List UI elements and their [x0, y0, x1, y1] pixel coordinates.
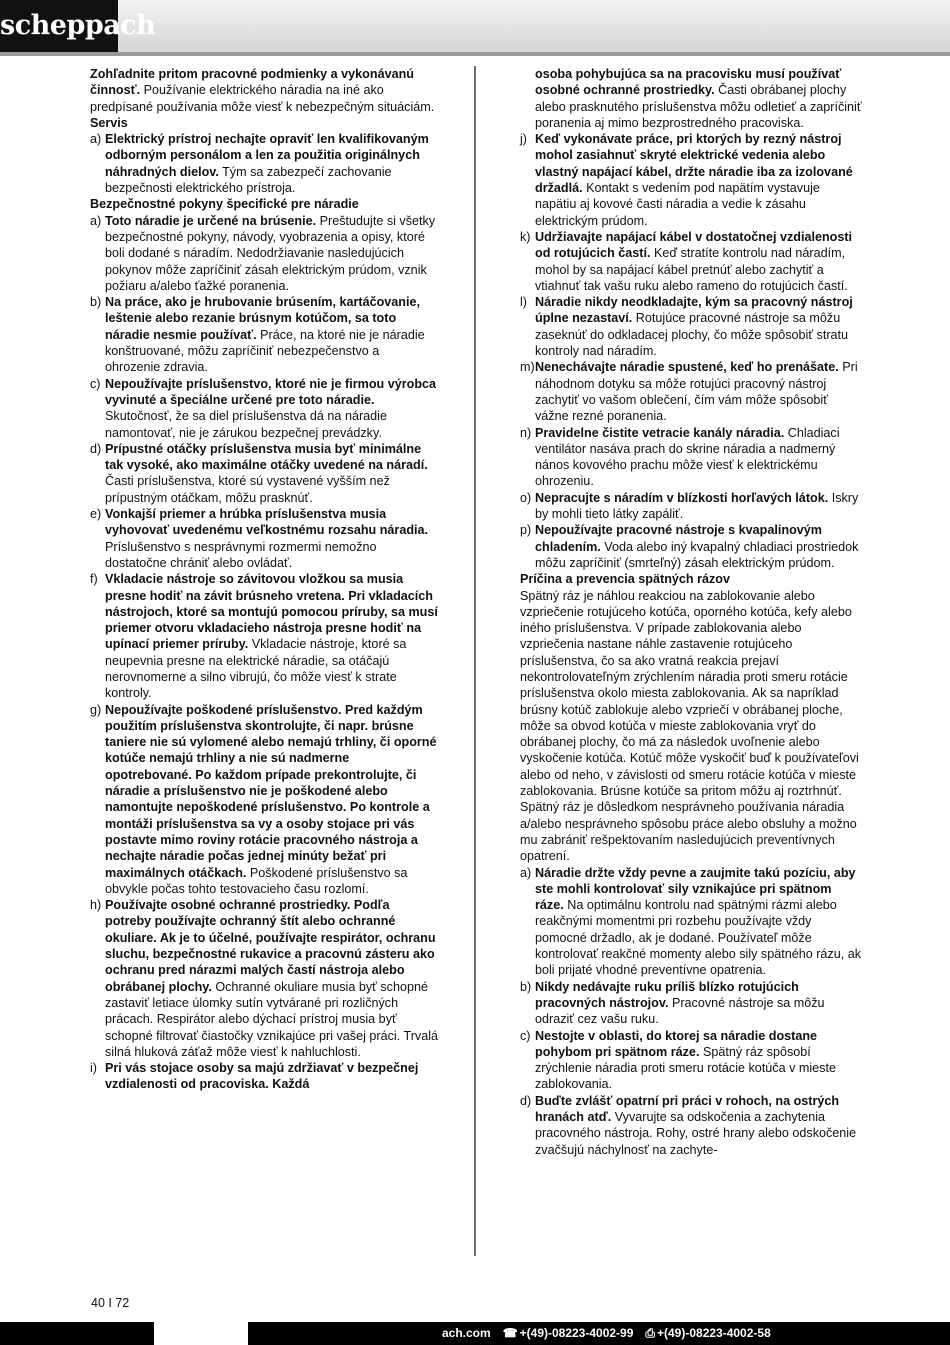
- list-item: [90, 376, 438, 441]
- safety-list: [90, 213, 438, 1093]
- item-label: j): [520, 132, 527, 147]
- item-text: Vkladacie nástroje, ktoré sa neupevnia presne na elektrické náradie, sa otáčajú nerovnomerne a silno vibrujú, čo môže viesť k strate kontroly.: [105, 637, 407, 701]
- item-label: d): [90, 441, 102, 456]
- item-bold: Vkladacie nástroje so závitovou vložkou sa musia presne hodiť na závit brúsneho vretena. Pri vkladacích nástrojoch, ktoré sa montujú pomocou príruby, sa musí priemer otvoru vkladacieho nástroja presne hodiť na upínací priemer príruby.: [105, 572, 438, 652]
- item-text: Spätný ráz spôsobí zrýchlenie náradia proti smeru rotácie kotúča v mieste zablokovania.: [535, 1044, 836, 1092]
- item-label: c): [90, 376, 101, 391]
- item-text: Ochranné okuliare musia byť schopné zastaviť letiace úlomky sutín vytvárané pri rozličných prácach. Respirátor alebo dýchací prístroj musia byť schopné filtrovať čiastočky vznikajúce pri vašej práci. Trvalá silná hluková záťaž môže viesť k nahluchlosti.: [105, 979, 438, 1059]
- item-bold: Nepoužívajte príslušenstvo, ktoré nie je firmou výrobca vyvinuté a špeciálne určené pre toto náradie.: [105, 376, 437, 407]
- servis-list: [90, 131, 438, 196]
- item-label: b): [520, 979, 532, 994]
- item-text: Tým sa zabezpečí zachovanie bezpečnosti elektrického prístroja.: [105, 164, 392, 196]
- item-bold: Na práce, ako je hrubovanie brúsením, kartáčovanie, leštenie alebo rezanie brúsnym kotúčom, sa toto náradie nesmie používať.: [105, 295, 420, 342]
- item-label: c): [520, 1028, 531, 1043]
- item-label: n): [520, 425, 532, 440]
- list-item: [90, 441, 438, 506]
- fax-icon: ⎙: [645, 1326, 655, 1340]
- page-header: [0, 0, 950, 56]
- item-text: Kontakt s vedením pod napätím vystavuje napätiu aj kovové časti náradia a vedie k zásahu elektrickým prúdom.: [535, 181, 820, 228]
- list-item: [520, 1093, 862, 1158]
- list-item: [520, 522, 862, 571]
- item-label: d): [520, 1093, 532, 1108]
- item-text: Pri náhodnom dotyku sa môže rotujúci pracovný nástroj zachytiť vo vašom oblečení, čím vám môže spôsobiť vážne rezné poranenia.: [535, 360, 858, 424]
- item-bold: Nepoužívajte pracovné nástroje s kvapalinovým chladením.: [535, 523, 822, 554]
- item-text: Chladiaci ventilátor nasáva prach do skrine náradia a nadmerný nános kovového prachu môže viesť k elektrickému ohrozeniu.: [535, 425, 840, 489]
- section-heading-kickback: Príčina a prevencia spätných rázov: [520, 572, 730, 587]
- list-item: [90, 571, 438, 701]
- footer-fax: +(49)-08223-4002-58: [657, 1326, 771, 1340]
- column-divider: [474, 66, 476, 1256]
- footer-contact: [442, 1323, 771, 1344]
- item-bold: Nepracujte s náradím v blízkosti horľavých látok.: [535, 490, 829, 505]
- section-heading-servis: Servis: [90, 115, 128, 130]
- footer-phone: +(49)-08223-4002-99: [519, 1326, 634, 1340]
- intro-paragraph: [90, 66, 438, 115]
- intro-text: Používanie elektrického náradia na iné ako predpísané používania môže viesť k nebezpečným situáciám.: [90, 83, 435, 114]
- item-label: l): [520, 295, 527, 310]
- item-text: Práce, na ktoré nie je náradie konštruované, môžu zapríčiniť nebezpečenstvo a ohrozenie zdravia.: [105, 327, 425, 375]
- item-bold: Pri vás stojace osoby sa majú zdržiavať v bezpečnej vzdialenosti od pracoviska. Každá: [105, 1061, 419, 1092]
- list-item: [520, 979, 862, 1028]
- item-text: Keď stratíte kontrolu nad náradím, mohol by sa napájací kábel pretnúť alebo zachytiť a vtiahnuť tak vašu ruku alebo rameno do rotujúcich častí.: [535, 246, 848, 293]
- item-text: Časti príslušenstva, ktoré sú vystavené vyšším než prípustným otáčkam, môžu prasknúť.: [105, 474, 390, 505]
- list-item: [90, 131, 438, 196]
- item-bold: Používajte osobné ochranné prostriedky. Podľa potreby používajte ochranný štít alebo ochranné okuliare. Ak je to účelné, používajte respirátor, ochranu sluchu, bezpečnostné rukavice a pracovnú zásteru ako ochranu pred nárazmi malých častí nástroja alebo obrábanej plochy.: [105, 898, 436, 994]
- item-bold: Pravidelne čistite vetracie kanály náradia.: [535, 425, 785, 440]
- item-text: Časti obrábanej plochy alebo prasknutého príslušenstva môžu odletieť a zapríčiniť poranenia aj mimo bezprostredného pracoviska.: [535, 83, 862, 130]
- item-label: p): [520, 523, 532, 538]
- item-label: e): [90, 507, 102, 522]
- list-item: [520, 1028, 862, 1093]
- item-text: Preštudujte si všetky bezpečnostné pokyny, návody, vyobrazenia a opisy, ktoré boli dodané s náradím. Nedodržiavanie nasledujúcich pokynov môže zapríčiniť zásah elektrickým prúdom, vznik požiaru a/alebo ťažké poranenia.: [105, 213, 436, 293]
- page-number: 40 I 72: [91, 1296, 130, 1310]
- item-label: h): [90, 898, 102, 913]
- item-bold: Keď vykonávate práce, pri ktorých by rezný nástroj mohol zasiahnuť skryté elektrické vedenia alebo vlastný napájací kábel, držte náradie iba za izolované držadlá.: [535, 132, 853, 196]
- item-bold: Buďte zvlášť opatrní pri práci v rohoch, na ostrých hranách atď.: [535, 1093, 840, 1124]
- item-bold: Elektrický prístroj nechajte opraviť len kvalifikovaným odborným personálom a len za použitia originálnych náhradných dielov.: [105, 132, 429, 179]
- section-heading-safety: Bezpečnostné pokyny špecifické pre náradie: [90, 197, 359, 212]
- item-bold: Nenechávajte náradie spustené, keď ho prenášate.: [535, 360, 839, 375]
- intro-bold: Zohľadnite pritom pracovné podmienky a vykonávanú činnosť.: [90, 67, 414, 98]
- item-label: b): [90, 295, 102, 310]
- left-column: [90, 66, 438, 1093]
- item-text: Voda alebo iný kvapalný chladiaci prostriedok môžu zapríčiniť (smrteľný) zásah elektrickým prúdom.: [535, 539, 859, 570]
- list-item: [520, 359, 862, 424]
- item-text: Príslušenstvo s nesprávnymi rozmermi nemožno dostatočne chrániť alebo ovládať.: [105, 539, 377, 570]
- item-bold: Náradie nikdy neodkladajte, kým sa pracovný nástroj úplne nezastaví.: [535, 295, 853, 326]
- item-label: f): [90, 572, 98, 587]
- item-text: Pracovné nástroje sa môžu odraziť cez vašu ruku.: [535, 995, 825, 1027]
- list-item: [90, 213, 438, 294]
- item-label: o): [520, 490, 532, 505]
- item-text: Skutočnosť, že sa diel príslušenstva dá na náradie namontovať, nie je zárukou bezpečnej prevádzky.: [105, 409, 387, 440]
- list-item: [520, 229, 862, 294]
- item-text: Vyvarujte sa odskočenia a zachytenia pracovného nástroja. Rohy, ostré hrany alebo odskočenie zvačšujú náchylnosť na zachyte-: [535, 1110, 857, 1157]
- list-item: [90, 506, 438, 571]
- list-item: [90, 1060, 438, 1093]
- list-item: [520, 865, 862, 979]
- item-label: a): [520, 865, 532, 880]
- item-bold: Prípustné otáčky príslušenstva musia byť minimálne tak vysoké, ako maximálne otáčky uvedené na náradí.: [105, 441, 428, 473]
- list-item: [520, 294, 862, 359]
- item-bold: osoba pohybujúca sa na pracovisku musí používať osobné ochranné prostriedky.: [535, 67, 842, 98]
- item-bold: Nestojte v oblasti, do ktorej sa náradie dostane pohybom pri spätnom ráze.: [535, 1028, 818, 1059]
- item-bold: Udržiavajte napájací kábel v dostatočnej vzdialenosti od rotujúcich častí.: [535, 229, 853, 261]
- item-text: Na optimálnu kontrolu nad spätnými rázmi alebo reakčnými momentmi pri rozbehu používajte vždy pomocné držadlo, ak je dodané. Používateľ môže kontrolovať reakčné momenty alebo sily spätného rázu, ak boli prijaté vhodné preventívne opatrenia.: [535, 898, 862, 978]
- phone-icon: ☎: [502, 1326, 518, 1340]
- item-text: Rotujúce pracovné nástroje sa môžu zaseknúť do odkladacej plochy, čo môže spôsobiť stratu kontroly nad náradím.: [535, 311, 849, 359]
- safety-list-continued: [520, 131, 862, 571]
- item-bold: Nepoužívajte poškodené príslušenstvo. Pred každým použitím príslušenstva skontrolujte, či napr. brúsne taniere nie sú vylomené alebo nemajú trhliny, či oporné kotúče nemajú trhliny a nie sú nadmerne opotrebované. Po každom prípade prekontrolujte, či náradie a príslušenstvo nie je poškodené alebo namontujte nepoškodené príslušenstvo. Po kontrole a montáži príslušenstva sa vy a osoby stojace pri vás postavte mimo roviny rotácie pracovného nástroja a nechajte náradie počas jednej minúty bežať pri maximálnych otáčkach.: [105, 702, 437, 880]
- list-item: [90, 702, 438, 898]
- item-label: i): [90, 1061, 97, 1076]
- footer-web: ach.com: [442, 1326, 491, 1340]
- right-column: [520, 66, 862, 1158]
- kickback-list: [520, 865, 862, 1158]
- item-bold: Vonkajší priemer a hrúbka príslušenstva musia vyhovovať uvedenému veľkostnému rozsahu náradia.: [105, 507, 429, 538]
- continuation-paragraph: [520, 66, 862, 131]
- page-footer: [0, 1322, 950, 1345]
- item-label: m): [520, 360, 535, 375]
- scheppach-logo: scheppach: [0, 0, 118, 52]
- item-label: a): [90, 132, 102, 147]
- list-item: [520, 490, 862, 523]
- footer-gap: [154, 1322, 248, 1345]
- item-text: Poškodené príslušenstvo sa obvykle počas tohto testovacieho času rozlomí.: [105, 865, 408, 896]
- kickback-paragraph: Spätný ráz je náhlou reakciou na zablokovanie alebo vzpriečenie rotujúceho kotúča, oporného kotúča, kefy alebo iného príslušenstva. V prípade zablokovania alebo vzpriečenia nastane náhle zastavenie rotujúceho príslušenstva, čo sa ako vratná reakcia prejaví nekontrolovateľným zrýchlením náradia proti smeru rotácie príslušenstva okolo miesta zablokovania. Ak sa napríklad brúsny kotúč zablokuje alebo vzpriečí v obrábanej ploche, môže sa obvod kotúča v mieste zablokovania vryť do obrábanej plochy, čo má za následok uvoľnenie alebo vyskočenie kotúča. Kotúč môže vyskočiť buď k používateľovi alebo od neho, v závislosti od smeru rotácie kotúča v mieste zablokovania. Brúsne kotúče sa pritom môžu aj roztrhnúť. Spätný ráz je dôsledkom nesprávneho používania náradia a/alebo nesprávneho spôsobu práce alebo obsluhy a možno mu zabrániť rešpektovaním nasledujúcich preventívnych opatrení.: [520, 588, 859, 864]
- item-bold: Nikdy nedávajte ruku príliš blízko rotujúcich pracovných nástrojov.: [535, 979, 799, 1010]
- item-text: Iskry by mohli tieto látky zapáliť.: [535, 490, 859, 522]
- list-item: [90, 897, 438, 1060]
- list-item: [90, 294, 438, 375]
- item-label: g): [90, 702, 102, 717]
- item-bold: Náradie držte vždy pevne a zaujmite takú pozíciu, aby ste mohli kontrolovať sily vznikajúce pri spätnom ráze.: [535, 865, 856, 913]
- item-bold: Toto náradie je určené na brúsenie.: [105, 213, 317, 228]
- list-item: [520, 131, 862, 229]
- list-item: [520, 425, 862, 490]
- item-label: a): [90, 213, 102, 228]
- item-label: k): [520, 229, 531, 244]
